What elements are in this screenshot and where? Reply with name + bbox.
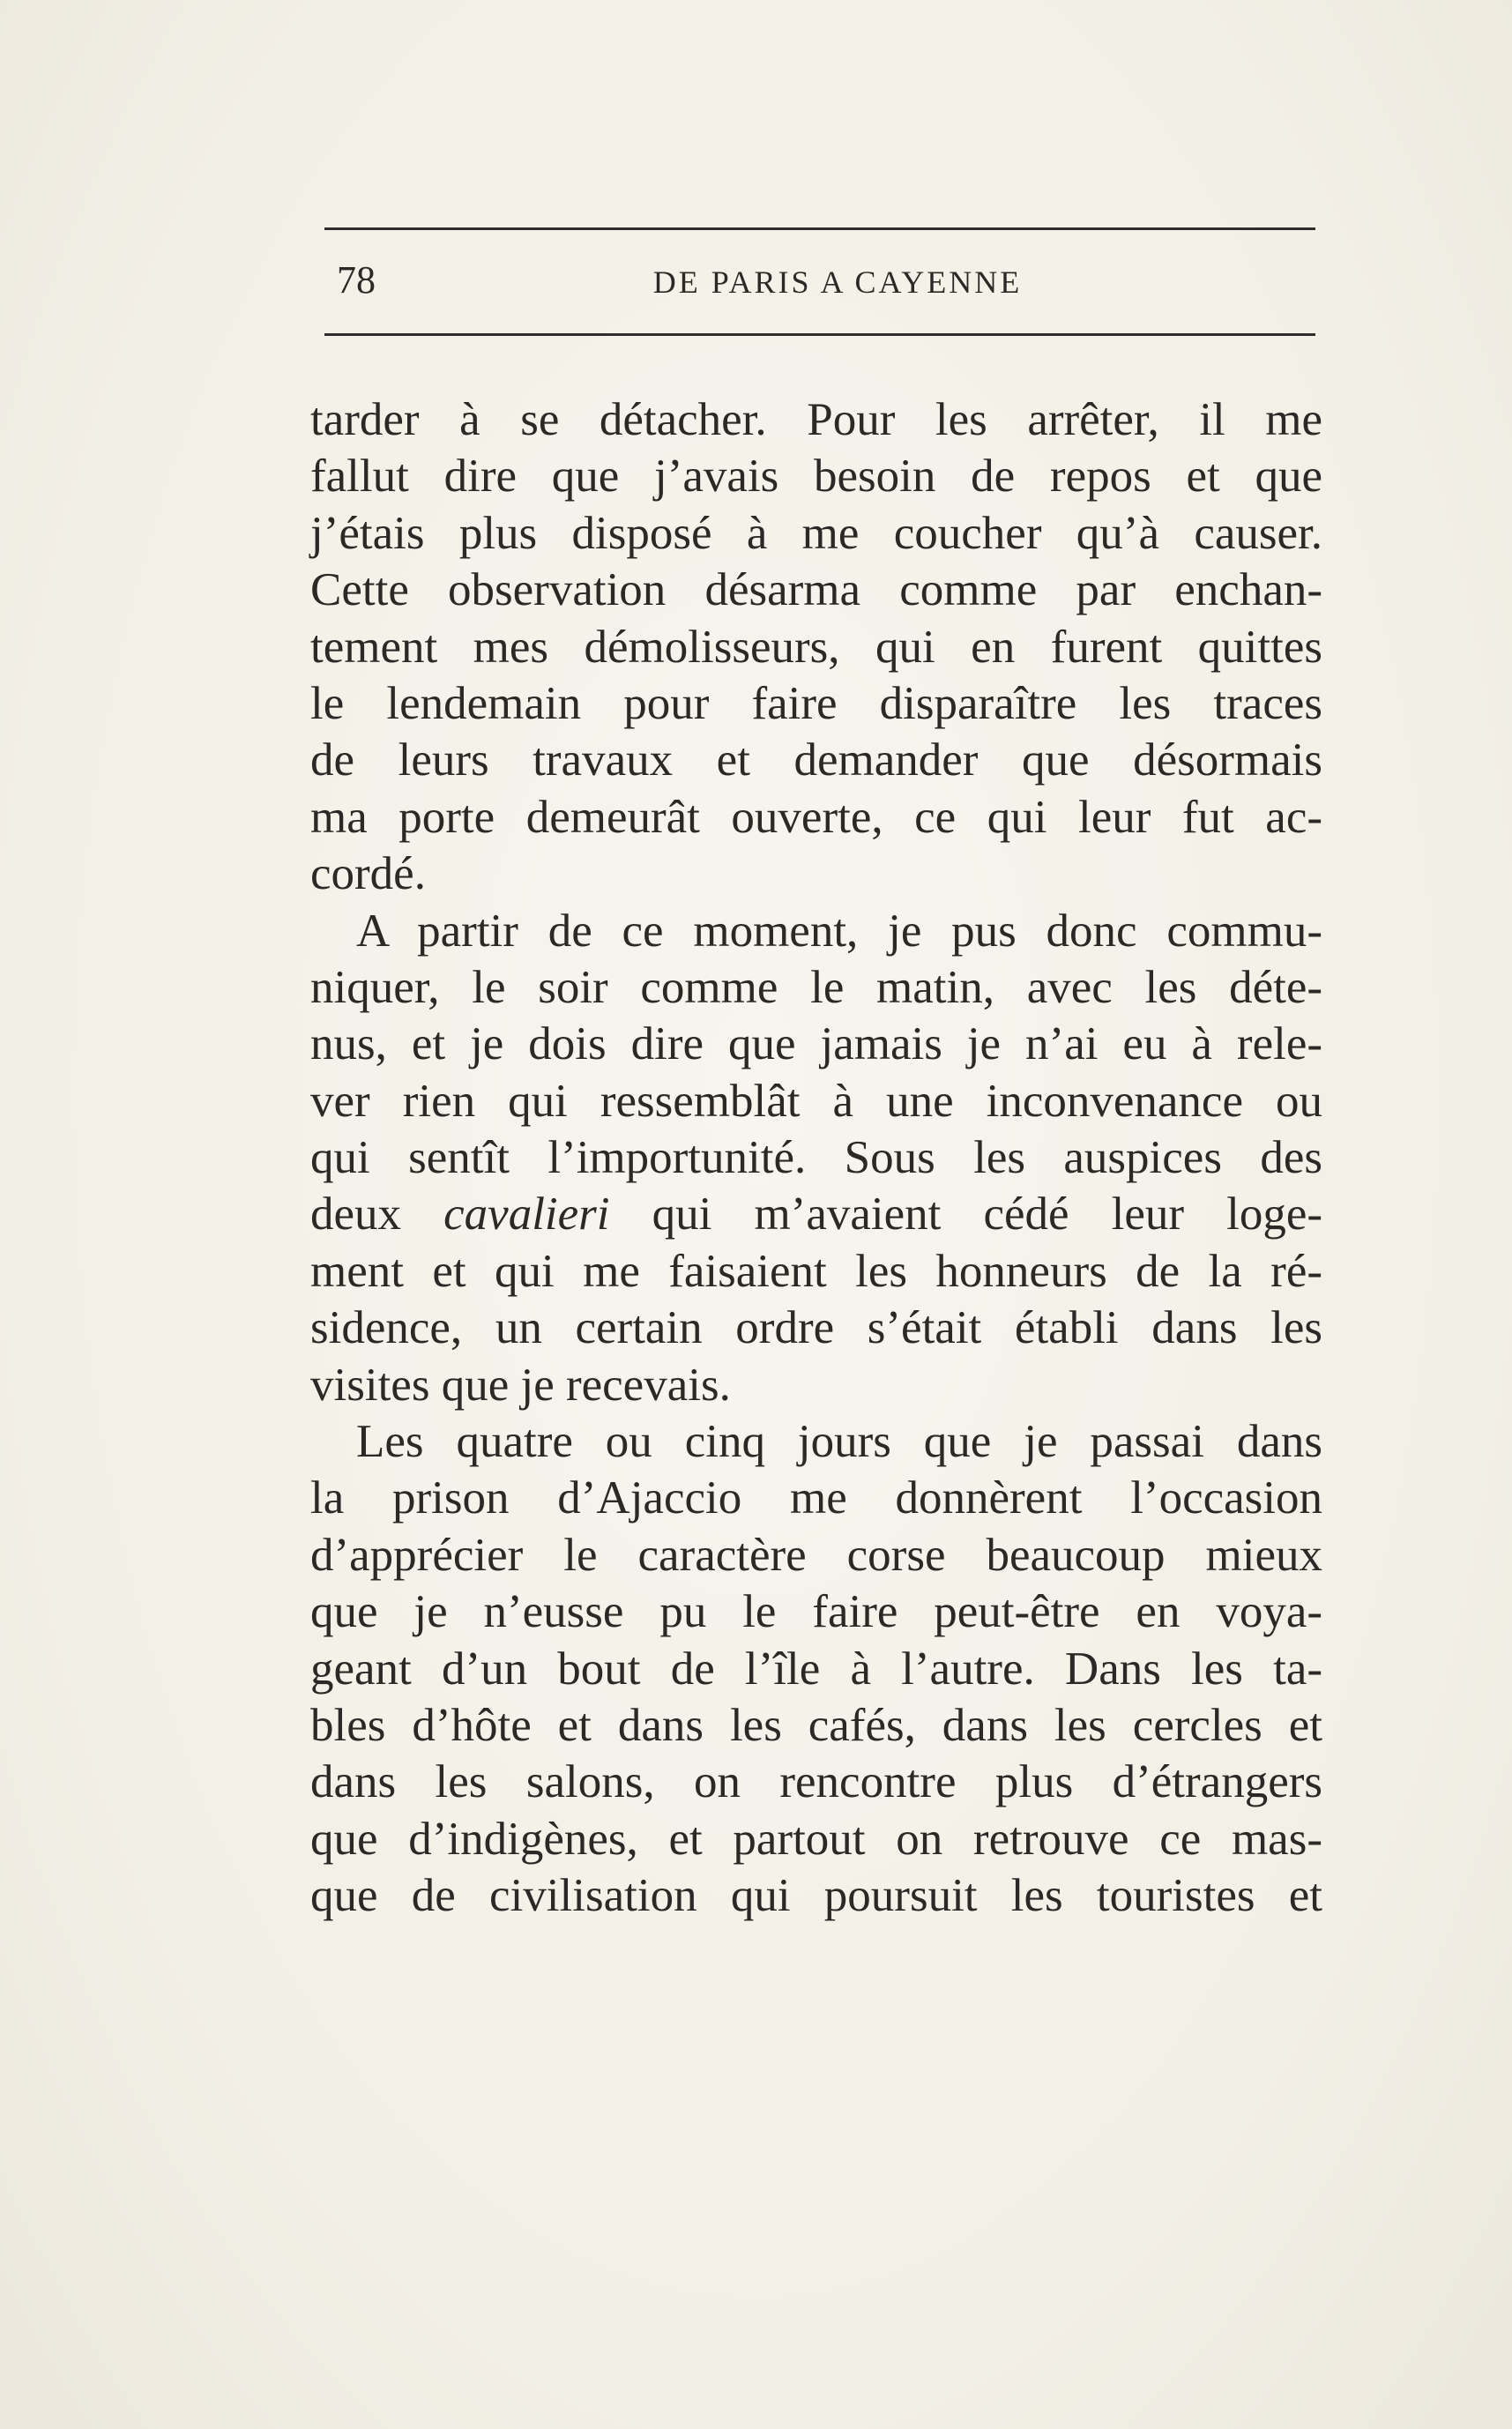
text-line: visites que je recevais. [310, 1359, 731, 1411]
text-line: dans les salons, on rencontre plus d’étrangers [310, 1756, 1322, 1808]
text-line: geant d’un bout de l’île à l’autre. Dans les ta- [310, 1643, 1322, 1695]
text-fragment: deux [310, 1188, 402, 1241]
text-line: ment et qui me faisaient les honneurs de la ré- [310, 1245, 1322, 1297]
header-rule-top [324, 227, 1315, 230]
text-line: ma porte demeurât ouverte, ce qui leur fut ac- [310, 791, 1322, 843]
text-line: niquer, le soir comme le matin, avec les déte- [310, 961, 1322, 1013]
text-line: Cette observation désarma comme par enchan- [310, 564, 1322, 616]
page-number: 78 [337, 258, 376, 302]
text-line: tarder à se détacher. Pour les arrêter, il me [310, 394, 1322, 445]
text-line: la prison d’Ajaccio me donnèrent l’occasion [310, 1472, 1322, 1524]
text-line: d’apprécier le caractère corse beaucoup mieux [310, 1529, 1322, 1581]
text-line: j’étais plus disposé à me coucher qu’à causer. [310, 507, 1322, 559]
text-line: sidence, un certain ordre s’était établi dans les [310, 1302, 1322, 1354]
text-line: de leurs travaux et demander que désormais [310, 734, 1322, 786]
text-line: ver rien qui ressemblât à une inconvenance ou [310, 1075, 1322, 1127]
text-line: bles d’hôte et dans les cafés, dans les cercles et [310, 1699, 1322, 1751]
text-line: le lendemain pour faire disparaître les traces [310, 677, 1322, 729]
body-text [310, 391, 1322, 1925]
text-line: Les quatre ou cinq jours que je passai dans [356, 1416, 1322, 1468]
text-line: que d’indigènes, et partout on retrouve ce mas- [310, 1813, 1322, 1865]
text-line: cordé. [310, 848, 426, 900]
text-line: qui sentît l’importunité. Sous les auspices des [310, 1132, 1322, 1184]
header-rule-bottom [324, 333, 1315, 336]
text-line: A partir de ce moment, je pus donc commu- [356, 905, 1322, 957]
text-line: fallut dire que j’avais besoin de repos et que [310, 451, 1322, 503]
page-header [324, 245, 1315, 316]
running-head: DE PARIS A CAYENNE [652, 265, 1023, 300]
text-fragment: qui m’avaient cédé leur loge- [652, 1188, 1323, 1241]
text-line: tement mes démolisseurs, qui en furent quittes [310, 621, 1322, 673]
text-line: que je n’eusse pu le faire peut-être en voya- [310, 1586, 1322, 1638]
text-line-mixed [310, 1186, 1322, 1242]
text-line: nus, et je dois dire que jamais je n’ai eu à rele- [310, 1018, 1322, 1070]
italic-word: cavalieri [443, 1188, 610, 1241]
text-line: que de civilisation qui poursuit les touristes et [310, 1870, 1322, 1922]
